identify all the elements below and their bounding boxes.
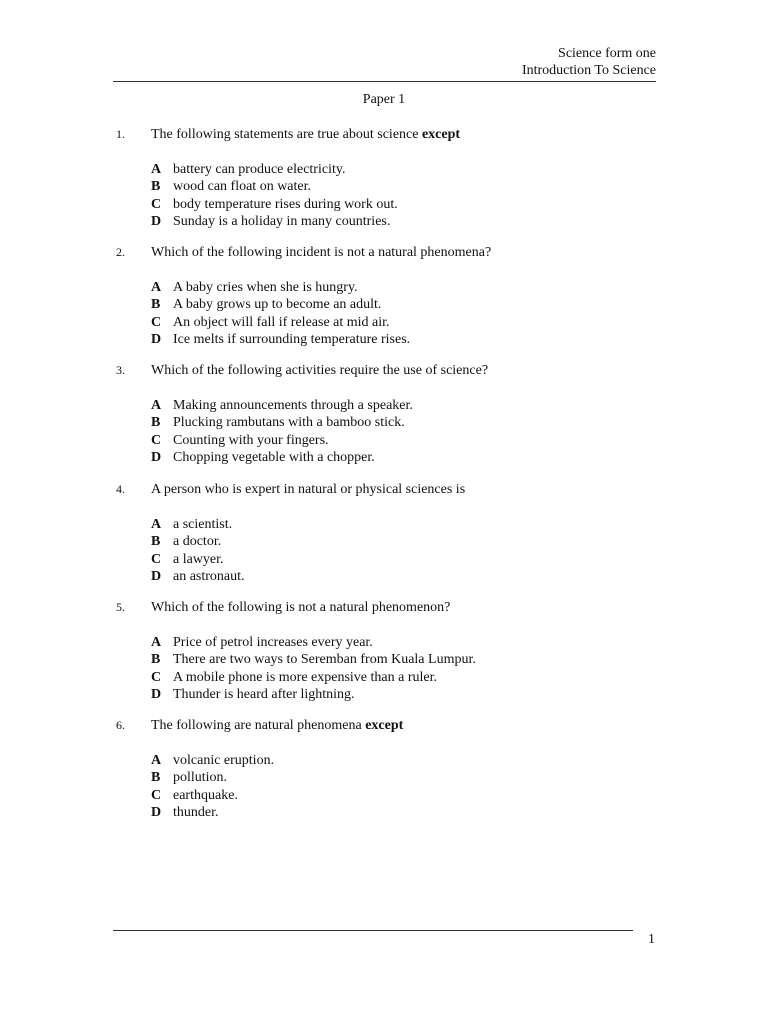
option-text: Plucking rambutans with a bamboo stick. [173,415,405,431]
question-stem: The following statements are true about science [151,127,422,142]
option-text: Price of petrol increases every year. [173,635,373,650]
header-subject: Science form one [558,46,656,61]
option-a [151,752,274,769]
option-b [151,414,413,431]
option-list [151,161,398,230]
option-letter: B [151,415,161,431]
paper-title: Paper 1 [362,92,406,107]
option-text: an astronaut. [173,568,245,584]
option-d [151,804,274,821]
header-chapter: Introduction To Science [521,63,656,78]
option-d [151,568,245,585]
page-header [522,45,656,79]
question-stem: The following are natural phenomena [151,718,366,733]
option-c [151,196,398,213]
question-number: 3. [116,363,125,377]
header-divider [113,81,656,82]
option-c [151,551,245,568]
option-text: a scientist. [173,517,233,532]
option-letter: D [151,213,162,229]
option-letter: A [151,753,162,768]
question-number: 2. [116,245,125,259]
option-letter: A [151,398,162,413]
question-text [151,362,488,379]
option-letter: D [151,449,162,465]
question-stem: A person who is expert in natural or physical sciences is [151,482,466,497]
option-list [151,752,274,821]
option-letter: C [151,669,162,685]
option-c [151,787,274,804]
question-number: 4. [116,482,125,496]
option-a [151,634,476,651]
page-number: 1 [648,932,655,947]
option-d [151,686,476,703]
option-list [151,279,410,348]
option-text: An object will fall if release at mid air. [173,314,390,330]
option-text: pollution. [173,770,228,786]
option-text: Thunder is heard after lightning. [173,686,355,702]
option-letter: B [151,770,161,786]
option-a [151,397,413,414]
question-text [151,481,465,498]
option-text: battery can produce electricity. [173,162,346,177]
option-letter: A [151,635,162,650]
option-text: A baby grows up to become an adult. [173,297,382,313]
option-letter: A [151,517,162,532]
option-letter: D [151,804,162,820]
question-text [151,244,491,261]
question-stem: Which of the following is not a natural phenomenon? [151,600,451,615]
question-number: 6. [116,718,125,732]
option-text: A mobile phone is more expensive than a ruler. [173,669,437,685]
option-letter: C [151,787,162,803]
option-list [151,634,476,703]
option-letter: C [151,314,162,330]
option-text: a lawyer. [173,551,224,567]
footer-divider [113,930,633,931]
option-d [151,449,413,466]
question-emphasis: except [365,718,404,733]
option-list [151,397,413,466]
option-d [151,331,410,348]
option-text: There are two ways to Seremban from Kuala Lumpur. [173,652,476,668]
option-text: body temperature rises during work out. [173,196,398,212]
option-text: earthquake. [173,787,238,803]
option-letter: B [151,534,161,550]
question-stem: Which of the following activities require the use of science? [151,363,489,378]
question-number: 1. [116,127,125,141]
option-letter: C [151,551,162,567]
option-b [151,178,398,195]
option-text: a doctor. [173,534,222,550]
option-letter: D [151,686,162,702]
question-number: 5. [116,600,125,614]
option-list [151,516,245,585]
option-letter: D [151,331,162,347]
option-text: Sunday is a holiday in many countries. [173,213,391,229]
option-letter: C [151,432,162,448]
option-letter: C [151,196,162,212]
option-text: Chopping vegetable with a chopper. [173,449,375,465]
option-letter: D [151,568,162,584]
option-letter: B [151,652,161,668]
option-letter: A [151,162,162,177]
question-emphasis: except [421,127,461,142]
question-stem: Which of the following incident is not a natural phenomena? [151,245,492,260]
option-text: Making announcements through a speaker. [173,398,413,413]
option-b [151,296,410,313]
option-c [151,432,413,449]
option-text: wood can float on water. [173,179,312,195]
question-text [151,599,450,616]
option-b [151,533,245,550]
option-d [151,213,398,230]
option-c [151,669,476,686]
option-a [151,516,245,533]
option-text: volcanic eruption. [173,753,275,768]
option-text: thunder. [173,804,219,820]
option-letter: B [151,179,161,195]
option-c [151,314,410,331]
option-b [151,651,476,668]
option-letter: B [151,297,161,313]
option-text: Ice melts if surrounding temperature rises. [173,331,411,347]
option-text: A baby cries when she is hungry. [173,280,358,295]
question-text [151,126,460,143]
option-letter: A [151,280,162,295]
option-text: Counting with your fingers. [173,432,329,448]
option-b [151,769,274,786]
option-a [151,279,410,296]
question-text [151,717,403,734]
option-a [151,161,398,178]
